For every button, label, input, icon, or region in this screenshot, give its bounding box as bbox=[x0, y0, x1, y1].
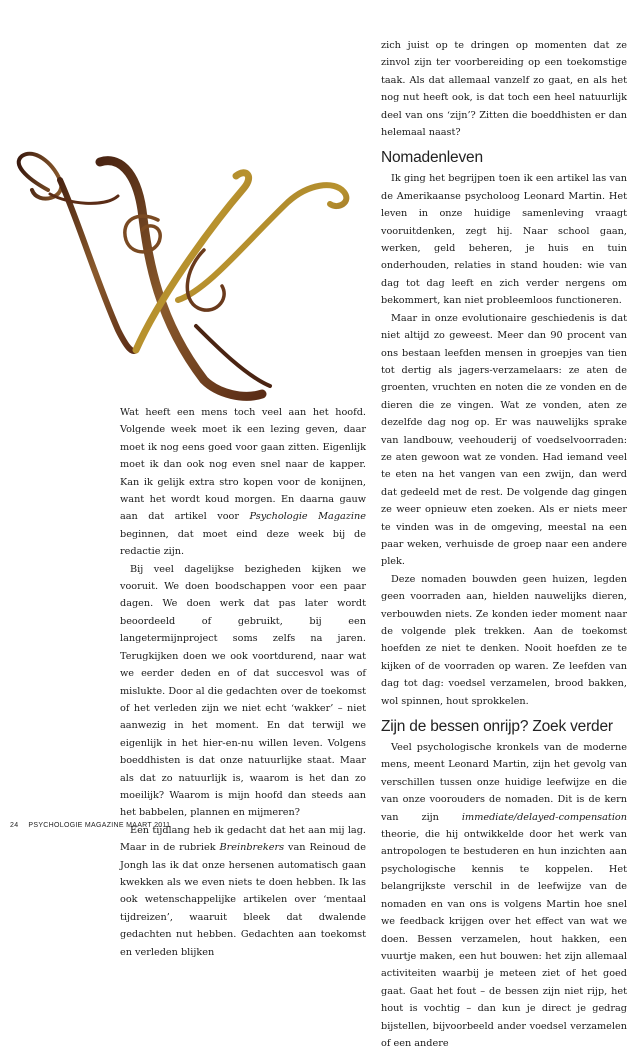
stroke-first bbox=[60, 180, 136, 351]
page-number: 24 bbox=[10, 822, 19, 829]
heading-bessen: Zijn de bessen onrijp? Zoek verder bbox=[381, 718, 613, 736]
heading-nomadenleven: Nomadenleven bbox=[381, 149, 483, 167]
theory-name-italic: immediate/delayed-compensation bbox=[461, 811, 627, 823]
paragraph-breinbrekers: Een tijdlang heb ik gedacht dat het aan mij lag. Maar in de rubriek Breinbrekers van Reinoud de Jongh las ik dat onze hersenen automatisch gaan kwekken als we even niets te doen hebben. Ik las ook wetenschappelijke artikelen over ‘mentaal tijdreizen’, waaruit bleek dat dwalende gedachten nut hebben. Gedachten aan toekomst en verleden blijken bbox=[120, 824, 366, 958]
paragraph-continuation: zich juist op te dringen op momenten dat ze zinvol zijn ter voorbereiding op een toekomstige taak. Als dat allemaal vanzelf zo gaat, en als het nog nut heeft ook, is dat toch een heel natuurlijk deel van ons ‘zijn’? Zitten die boeddhisten er dan helemaal naast? bbox=[381, 40, 627, 139]
magazine-title-italic: Psychologie Magazine bbox=[249, 511, 366, 523]
publication-line: PSYCHOLOGIE MAGAZINE MAART 2011 bbox=[28, 822, 171, 829]
right-column bbox=[381, 37, 627, 1052]
paragraph-looking-ahead: Bij veel dagelijkse bezigheden kijken we vooruit. We doen boodschappen voor een paar dagen. We doen werk dat pas later wordt beoordeeld of gebruikt, bij een langetermijnproject soms zelfs na jaren. Terugkijken doen we ook voortdurend, naar wat we eerder deden en of dat succesvol was of mislukte. Door al die gedachten over de toekomst of het verleden zijn we niet echt ‘wakker’ – niet aanwezig in het moment. En dat terwijl we eigenlijk in het hier-en-nu willen leven. Volgens boeddhisten is dat onze natuurlijke staat. Maar als dat zo natuurlijk is, waarom is het dan zo moeilijk? Waarom is mijn hoofd dan steeds aan het babbelen, plannen en mijmeren? bbox=[120, 563, 366, 819]
swash-left bbox=[19, 154, 62, 199]
paragraph-nomads: Deze nomaden bouwden geen huizen, legden geen voorraden aan, hielden nauwelijks dieren, verbouwden niets. Ze konden ieder moment naar de volgende plek trekken. Aan de toekomst hoefden ze niet te denken. Nooit hoefden ze te kijken of de voorraden op waren. Ze leefden van dag tot dag: voedsel verzamelen, brood bakken, wol spinnen, hout sprokkelen. bbox=[381, 573, 627, 707]
page-footer bbox=[10, 822, 180, 829]
paragraph-evolution: Maar in onze evolutionaire geschiedenis is dat niet altijd zo geweest. Meer dan 90 procent van ons bestaan leefden mensen in groepjes van tien tot dertig als jagers-verzamelaars: ze aten de groenten, vruchten en noten die ze vonden en de dieren die ze vingen. Wat ze vonden, aten ze dezelfde dag nog op. Er was nauwelijks sprake van landbouw, veehouderij of voedselvoorraden: ze aten gewoon wat ze vonden. Had iemand veel te eten na het vangen van een zwijn, dan werd dat gedeeld met de rest. De volgende dag gingen ze weer opnieuw eten zoeken. Als er niets meer te vinden was in de omgeving, meestal na een paar weken, verhuisde de groep naar een andere plek. bbox=[381, 312, 627, 568]
decorative-drop-cap-w bbox=[8, 150, 358, 402]
left-column bbox=[120, 404, 366, 961]
flourish-tail bbox=[50, 194, 118, 203]
paragraph-theory: Veel psychologische kronkels van de moderne mens, meent Leonard Martin, zijn het gevolg van verschillen tussen onze huidige leefwijze en die van onze voorouders de nomaden. Dit is de kern van zijn immediate/delayed-compensation theorie, die hij ontwikkelde door het werk van antropologen te bestuderen en hun inzichten aan psychologische kennis te koppelen. Het belangrijkste verschil in de leefwijze van de nomaden en van ons is volgens Martin hoe snel we feedback krijgen over het effect van wat we doen. Bessen verzamelen, hout hakken, een vuurtje maken, een hut bouwen: het zijn allemaal activiteiten waarbij je meteen ziet of het goed gaat. Gaat het fout – de bessen zijn niet rijp, het hout is vochtig – dan kun je direct je gedrag bijstellen, bijvoorbeeld ander voedsel verzamelen of een andere bbox=[381, 742, 627, 1049]
paragraph-intro: Wat heeft een mens toch veel aan het hoofd. Volgende week moet ik een lezing geven, daar moet ik nog eens goed voor gaan zitten. Eigenlijk moet ik dan ook nog even snel naar de kapper. Kan ik gelijk extra stro kopen voor de konijnen, want het wordt koud morgen. En daarna gauw aan dat artikel voor Psychologie Magazine beginnen, dat moet eind deze week bij de redactie zijn. bbox=[120, 407, 366, 558]
paragraph-martin: Ik ging het begrijpen toen ik een artikel las van de Amerikaanse psycholoog Leonard Martin. Het leven in onze huidige samenleving vraagt vooruitdenken, zegt hij. Naar school gaan, werken, geld beheren, je huis en tuin onderhouden, relaties in stand houden: wie van dag tot dag leeft en zich verder nergens om bekommert, kan niet probleemloos functioneren. bbox=[381, 173, 627, 307]
column-title-italic: Breinbrekers bbox=[219, 842, 285, 854]
